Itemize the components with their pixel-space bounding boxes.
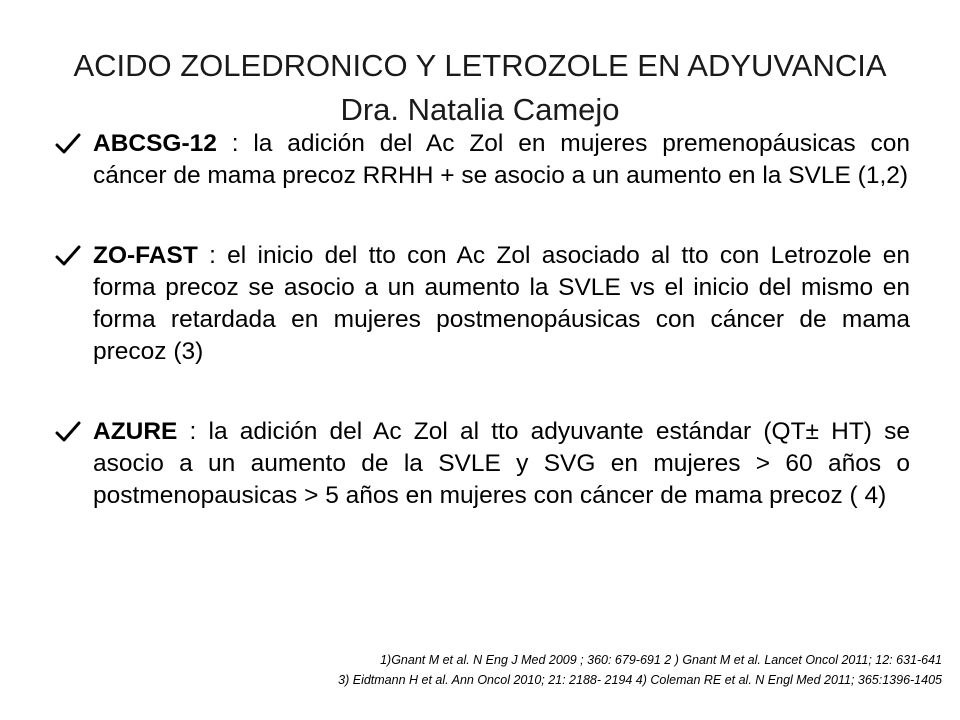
references — [162, 650, 942, 690]
reference-line-2: 3) Eidtmann H et al. Ann Oncol 2010; 21: 2188- 2194 4) Coleman RE et al. N Engl Med 2011; 365:1396-1405 — [338, 673, 942, 687]
reference-line-1: 1)Gnant M et al. N Eng J Med 2009 ; 360: 679-691 2 ) Gnant M et al. Lancet Oncol 2011; 12: 631-641 — [380, 653, 942, 667]
title-line-1: ACIDO ZOLEDRONICO Y LETROZOLE EN ADYUVANCIA — [73, 48, 887, 83]
checkmark-icon — [55, 420, 81, 444]
bullet-list — [55, 128, 910, 512]
checkmark-icon — [55, 132, 81, 156]
bullet-zofast — [55, 240, 910, 368]
checkmark-icon — [55, 244, 81, 268]
bullet-label: ABCSG-12 — [93, 130, 217, 157]
bullet-text: : la adición del Ac Zol al tto adyuvante estándar (QT± HT) se asocio a un aumento de la SVLE y SVG en mujeres > 60 años o postmenopausicas > 5 años en mujeres con cáncer de mama precoz ( 4) — [93, 418, 910, 509]
bullet-label: AZURE — [93, 418, 178, 445]
bullet-text: : la adición del Ac Zol en mujeres premenopáusicas con cáncer de mama precoz RRHH + se asocio a un aumento en la SVLE (1,2) — [93, 130, 910, 189]
slide-title — [40, 44, 920, 132]
bullet-azure — [55, 416, 910, 512]
bullet-abcsg12 — [55, 128, 910, 192]
bullet-text: : el inicio del tto con Ac Zol asociado al tto con Letrozole en forma precoz se asocio a un aumento la SVLE vs el inicio del mismo en forma retardada en mujeres postmenopáusicas con cáncer de mama precoz (3) — [93, 242, 910, 365]
title-author: Dra. Natalia Camejo — [340, 92, 620, 127]
bullet-label: ZO-FAST — [93, 242, 198, 269]
